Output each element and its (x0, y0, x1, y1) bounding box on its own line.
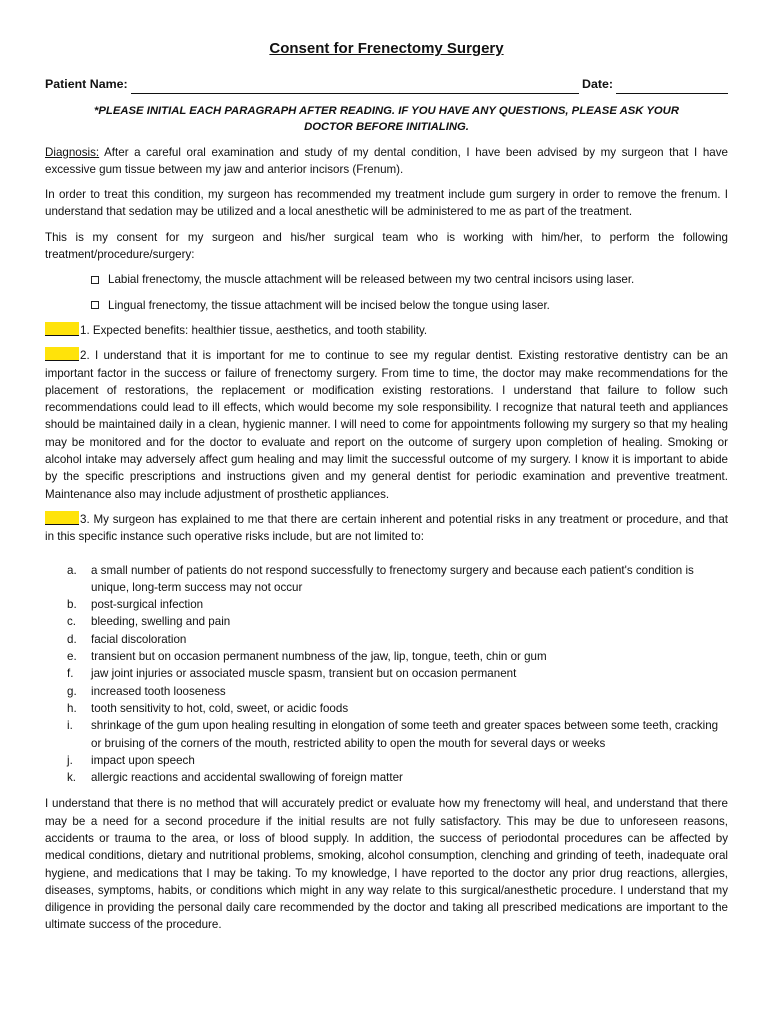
risk-text: increased tooth looseness (91, 684, 226, 698)
date-field[interactable] (616, 81, 728, 94)
initial-field-1[interactable] (45, 322, 79, 336)
risk-letter: h. (67, 701, 77, 715)
risk-letter: k. (67, 771, 77, 785)
diagnosis-label: Diagnosis: (45, 145, 100, 159)
risk-item (45, 717, 728, 752)
checkbox-labial[interactable] (91, 276, 99, 284)
item-2 (45, 347, 728, 503)
initial-field-2[interactable] (45, 347, 79, 361)
risk-text: facial discoloration (91, 632, 187, 646)
risk-item (45, 700, 728, 717)
risk-letter: f. (67, 667, 74, 681)
risk-letter: i. (67, 719, 73, 733)
patient-name-field[interactable] (131, 81, 579, 94)
date-label: Date: (582, 77, 613, 92)
risk-letter: d. (67, 632, 77, 646)
risk-item (45, 648, 728, 665)
risk-text: transient but on occasion permanent numbness of the jaw, lip, tongue, teeth, chin or gum (91, 650, 547, 664)
risk-item (45, 596, 728, 613)
diagnosis-paragraph (45, 144, 728, 179)
patient-name-label: Patient Name: (45, 77, 128, 92)
risk-item (45, 683, 728, 700)
consent-paragraph: This is my consent for my surgeon and his/her surgical team who is working with him/her, to perform the following treatment/procedure/surgery: (45, 230, 728, 262)
option-lingual[interactable] (91, 297, 728, 314)
checkbox-lingual[interactable] (91, 301, 99, 309)
treatment-paragraph: In order to treat this condition, my surgeon has recommended my treatment include gum surgery in order to remove the frenum. I understand that sedation may be utilized and a local anesthetic will be administered to me as part of the treatment. (45, 188, 728, 219)
final-paragraph: I understand that there is no method that will accurately predict or evaluate how my frenectomy will heal, and understand that there may be a need for a second procedure if the initial results are not fully satisfactory. This may be due to unforeseen reasons, accidents or trauma to the area, or loss of blood supply. In addition, the success of periodontal procedures can be affected by medical conditions, dietary and nutritional problems, smoking, alcohol consumption, clenching and grinding of teeth, inadequate oral hygiene, and medications that I may be taking. To my knowledge, I have reported to the doctor any prior drug reactions, allergies, diseases, symptoms, habits, or conditions which might in any way relate to this surgical/anesthetic procedure. I understand that my diligence in providing the personal daily care recommended by the doctor and taking all prescribed medications are important to the ultimate success of the procedure. (45, 797, 728, 932)
risk-item (45, 769, 728, 786)
risk-text: impact upon speech (91, 753, 195, 767)
risk-text: post-surgical infection (91, 598, 204, 612)
risk-letter: j. (67, 753, 73, 767)
risk-text: allergic reactions and accidental swallowing of foreign matter (91, 771, 403, 785)
item-1 (45, 322, 728, 339)
initial-notice: *PLEASE INITIAL EACH PARAGRAPH AFTER READING. IF YOU HAVE ANY QUESTIONS, PLEASE ASK YOUR DOCTOR BEFORE INITIALING. (94, 104, 679, 134)
risk-list (45, 562, 728, 787)
risk-item (45, 562, 728, 597)
risk-text: jaw joint injuries or associated muscle spasm, transient but on occasion permanent (91, 667, 517, 681)
risk-text: shrinkage of the gum upon healing resulting in elongation of some teeth and greater spaces between some teeth, cracking or bruising of the corners of the mouth, restricted ability to open the mouth for several days or weeks (91, 719, 719, 750)
risk-item (45, 752, 728, 769)
item-1-text: 1. Expected benefits: healthier tissue, aesthetics, and tooth stability. (80, 323, 428, 337)
item-2-text: 2. I understand that it is important for me to continue to see my regular dentist. Existing restorative dentistry can be an important factor in the success or failure of frenectomy surgery. From time to time, the doctor may make recommendations for the placement of restorations, the replacement or modification existing restorations. I understand that failure to follow such recommendations could lead to ill effects, which would become my sole responsibility. I recognize that natural teeth and appliances should be maintained daily in a clean, hygienic manner. I will need to come for appointments following my surgery so that my healing may be monitored and for the doctor to evaluate and report on the outcome of surgery upon completion of healing. Smoking or alcohol intake may adversely affect gum healing and may limit the successful outcome of my surgery. I know it is important to abide by the specific prescriptions and instructions given and my general dentist for periodic examination and preventive treatment. Maintenance also may include adjustment of prosthetic appliances. (45, 349, 728, 501)
risk-item (45, 613, 728, 630)
risk-letter: g. (67, 684, 77, 698)
option-labial-text: Labial frenectomy, the muscle attachment will be released between my two central incisors using laser. (108, 273, 635, 287)
risk-letter: a. (67, 563, 77, 577)
diagnosis-text: After a careful oral examination and study of my dental condition, I have been advised by my surgeon that I have excessive gum tissue between my jaw and anterior incisors (Frenum). (45, 145, 728, 176)
consent-form (45, 40, 728, 942)
patient-date-row (45, 76, 728, 93)
risk-letter: c. (67, 615, 77, 629)
item-3-text: 3. My surgeon has explained to me that there are certain inherent and potential risks in any treatment or procedure, and that in this specific instance such operative risks include, but are not limited to: (45, 512, 728, 544)
risk-item (45, 631, 728, 648)
item-3 (45, 511, 728, 546)
risk-letter: e. (67, 650, 77, 664)
risk-text: a small number of patients do not respond successfully to frenectomy surgery and because each patient's condition is unique, long-term success may not occur (91, 563, 694, 594)
risk-text: bleeding, swelling and pain (91, 615, 231, 629)
risk-item (45, 665, 728, 682)
risk-text: tooth sensitivity to hot, cold, sweet, or acidic foods (91, 701, 349, 715)
option-lingual-text: Lingual frenectomy, the tissue attachment will be incised below the tongue using laser. (108, 298, 550, 312)
initial-field-3[interactable] (45, 511, 79, 525)
risk-letter: b. (67, 598, 77, 612)
option-labial[interactable] (91, 271, 728, 288)
page-title: Consent for Frenectomy Surgery (269, 40, 504, 57)
